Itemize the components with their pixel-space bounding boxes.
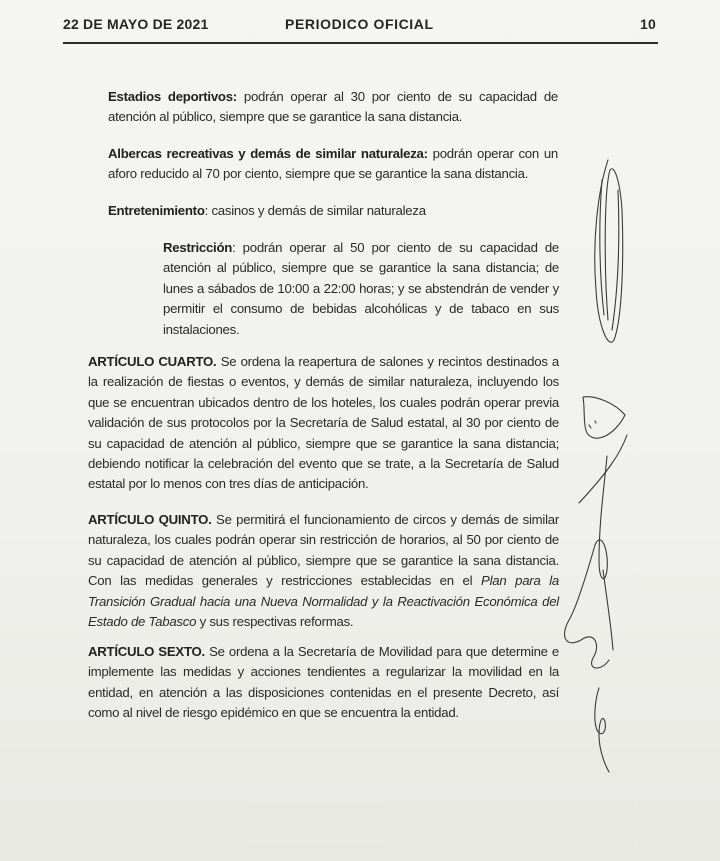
- plan-title: Plan para la Transición Gradual hacia una Nueva Normalidad y la Reactivación Económica del Estado de Tabasco: [88, 573, 559, 630]
- header-page-number: 10: [640, 16, 656, 32]
- header-publication: PERIODICO OFICIAL: [285, 16, 434, 32]
- text-estadios: podrán operar al 30 por ciento de su capacidad de atención al público, siempre que se garantice la sana distancia.: [108, 89, 558, 125]
- signature-top: [578, 150, 638, 360]
- paragraph-articulo-quinto: [88, 510, 559, 632]
- text-restriccion: : podrán operar al 50 por ciento de su capacidad de atención al público, siempre que se garantice la sana distancia; de lunes a sábados de 10:00 a 22:00 horas; y se abstendrán de vender y permitir el consumo de bebidas alcohólicas y de tabaco en sus instalaciones.: [163, 240, 559, 337]
- signature-bottom: [585, 680, 625, 780]
- label-articulo-quinto: ARTÍCULO QUINTO.: [88, 512, 212, 527]
- text-albercas: podrán operar con un aforo reducido al 70 por ciento, siempre que se garantice la sana distancia.: [108, 146, 558, 182]
- signature-lower: [555, 450, 625, 680]
- text-articulo-quinto-before: Se permitirá el funcionamiento de circos y demás de similar naturaleza, los cuales podrán operar sin restricción de horarios, al 50 por ciento de su capacidad de atención al público, siempre que se garantice la sana distancia. Con las medidas generales y restricciones establecidas en el: [88, 512, 559, 589]
- paragraph-articulo-cuarto: [88, 352, 559, 495]
- header-date: 22 DE MAYO DE 2021: [63, 16, 209, 32]
- label-articulo-cuarto: ARTÍCULO CUARTO.: [88, 354, 217, 369]
- page-header: [63, 14, 658, 44]
- label-articulo-sexto: ARTÍCULO SEXTO.: [88, 644, 205, 659]
- text-articulo-quinto-after: y sus respectivas reformas.: [196, 614, 354, 630]
- text-articulo-sexto: Se ordena a la Secretaría de Movilidad para que determine e implemente las medidas y acciones tendientes a regularizar la movilidad en la entidad, en atención a las disposiciones contenidas en el presente Decreto, así como al nivel de riesgo epidémico en que se encuentra la entidad.: [88, 644, 559, 721]
- text-articulo-cuarto: Se ordena la reapertura de salones y recintos destinados a la realización de fiestas o eventos, y demás de similar naturaleza, incluyendo los que se encuentran ubicados dentro de los hoteles, los cuales podrán operar previa validación de sus protocolos por la Secretaría de Salud estatal, al 30 por ciento de su capacidad de atención al público, siempre que se garantice la sana distancia; debiendo notificar la celebración del evento que se trate, a la Secretaría de Salud estatal por lo menos con tres días de anticipación.: [88, 354, 559, 492]
- paragraph-entretenimiento: [108, 201, 558, 221]
- paragraph-restriccion: [163, 238, 559, 340]
- text-entretenimiento: : casinos y demás de similar naturaleza: [204, 203, 426, 218]
- label-albercas: Albercas recreativas y demás de similar naturaleza:: [108, 146, 428, 161]
- paragraph-articulo-sexto: [88, 642, 559, 724]
- label-entretenimiento: Entretenimiento: [108, 203, 205, 218]
- paragraph-estadios: [108, 87, 558, 128]
- label-estadios: Estadios deportivos:: [108, 89, 237, 104]
- signature-middle: [565, 385, 645, 515]
- label-restriccion: Restricción: [163, 240, 233, 255]
- paragraph-albercas: [108, 144, 558, 185]
